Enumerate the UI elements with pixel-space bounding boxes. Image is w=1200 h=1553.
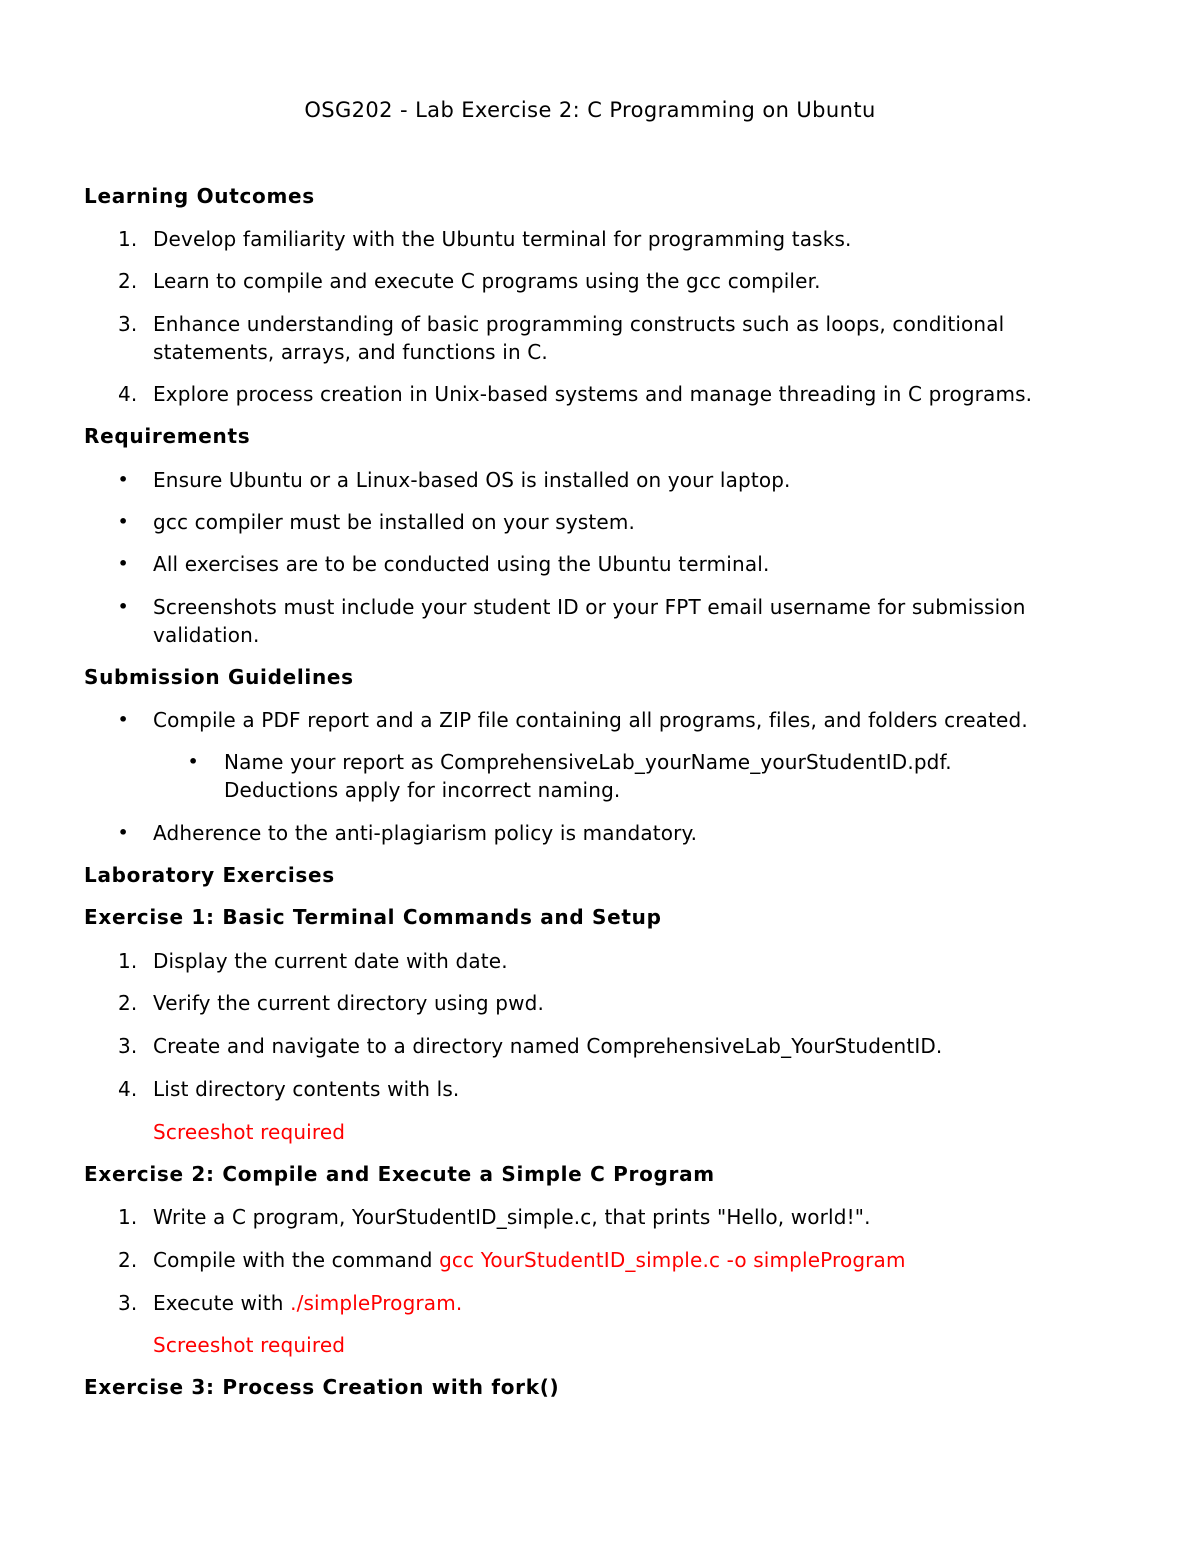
list-item xyxy=(84,706,1124,734)
submission-heading: Submission Guidelines xyxy=(84,665,354,689)
list-item-text: Name your report as ComprehensiveLab_yourName_yourStudentID.pdf. xyxy=(224,750,952,774)
list-item-text: Write a C program, YourStudentID_simple.c, that prints "Hello, world!". xyxy=(153,1205,871,1229)
list-item xyxy=(84,1246,1124,1274)
requirements-section xyxy=(84,422,1124,450)
screenshot-note xyxy=(84,1331,1124,1359)
bullet-icon: • xyxy=(118,512,129,531)
list-number: 1. xyxy=(118,227,138,251)
document-title: OSG202 - Lab Exercise 2: C Programming on Ubuntu xyxy=(304,98,876,122)
list-item-text: Develop familiarity with the Ubuntu terminal for programming tasks. xyxy=(153,227,852,251)
list-item xyxy=(84,947,1124,975)
list-number: 4. xyxy=(118,1077,138,1101)
list-number: 3. xyxy=(118,312,138,336)
bullet-icon: • xyxy=(118,554,129,573)
list-number: 2. xyxy=(118,1248,138,1272)
list-number: 1. xyxy=(118,949,138,973)
bullet-icon: • xyxy=(188,752,199,771)
exercise-1-section xyxy=(84,903,1124,931)
list-item-text: Explore process creation in Unix-based systems and manage threading in C programs. xyxy=(153,382,1033,406)
list-number: 2. xyxy=(118,991,138,1015)
list-item-text: Display the current date with date. xyxy=(153,949,508,973)
list-item-text: Adherence to the anti-plagiarism policy is mandatory. xyxy=(153,821,698,845)
screenshot-note xyxy=(84,1118,1124,1146)
list-number: 2. xyxy=(118,269,138,293)
exercise-2-heading: Exercise 2: Compile and Execute a Simple C Program xyxy=(84,1162,715,1186)
list-number: 3. xyxy=(118,1034,138,1058)
screenshot-required-note: Screeshot required xyxy=(153,1333,346,1357)
list-item xyxy=(84,508,1124,536)
list-item-text: Learn to compile and execute C programs using the gcc compiler. xyxy=(153,269,821,293)
lab-heading: Laboratory Exercises xyxy=(84,863,335,887)
bullet-icon: • xyxy=(118,470,129,489)
submission-section xyxy=(84,663,1124,691)
list-item-text: Deductions apply for incorrect naming. xyxy=(224,778,621,802)
execute-command: ./simpleProgram. xyxy=(290,1291,463,1315)
list-item-text: All exercises are to be conducted using the Ubuntu terminal. xyxy=(153,552,770,576)
list-item-text: Screenshots must include your student ID or your FPT email username for submission xyxy=(153,595,1026,619)
list-item xyxy=(84,1075,1124,1103)
list-item xyxy=(84,225,1124,253)
requirements-heading: Requirements xyxy=(84,424,251,448)
list-item-text: Create and navigate to a directory named ComprehensiveLab_YourStudentID. xyxy=(153,1034,943,1058)
exercise-2-section xyxy=(84,1160,1124,1188)
list-item-text: validation. xyxy=(153,623,260,647)
list-item-text: statements, arrays, and functions in C. xyxy=(153,340,548,364)
list-item-text: Compile a PDF report and a ZIP file containing all programs, files, and folders created. xyxy=(153,708,1028,732)
list-number: 3. xyxy=(118,1291,138,1315)
list-item xyxy=(84,550,1124,578)
list-number: 4. xyxy=(118,382,138,406)
list-item-text: List directory contents with ls. xyxy=(153,1077,460,1101)
bullet-icon: • xyxy=(118,710,129,729)
list-item xyxy=(84,989,1124,1017)
list-item xyxy=(84,593,1124,649)
list-item-text: Verify the current directory using pwd. xyxy=(153,991,544,1015)
list-item xyxy=(84,748,1124,804)
list-item xyxy=(84,1289,1124,1317)
bullet-icon: • xyxy=(118,597,129,616)
list-item xyxy=(84,466,1124,494)
exercise-3-section xyxy=(84,1373,1124,1401)
list-item xyxy=(84,1032,1124,1060)
list-item xyxy=(84,267,1124,295)
compile-command: gcc YourStudentID_simple.c -o simpleProgram xyxy=(439,1248,906,1272)
list-item xyxy=(84,380,1124,408)
list-item-text: gcc compiler must be installed on your system. xyxy=(153,510,635,534)
lab-section xyxy=(84,861,1124,889)
learning-outcomes-section xyxy=(84,182,1124,210)
list-number: 1. xyxy=(118,1205,138,1229)
list-item-text: Ensure Ubuntu or a Linux-based OS is installed on your laptop. xyxy=(153,468,791,492)
list-item xyxy=(84,819,1124,847)
exercise-1-heading: Exercise 1: Basic Terminal Commands and Setup xyxy=(84,905,662,929)
exercise-3-heading: Exercise 3: Process Creation with fork() xyxy=(84,1375,560,1399)
list-item xyxy=(84,310,1124,366)
list-item-text: Execute with xyxy=(153,1291,291,1315)
list-item-text: Compile with the command xyxy=(153,1248,440,1272)
learning-outcomes-heading: Learning Outcomes xyxy=(84,184,315,208)
bullet-icon: • xyxy=(118,823,129,842)
list-item-text: Enhance understanding of basic programming constructs such as loops, conditional xyxy=(153,312,1005,336)
list-item xyxy=(84,1203,1124,1231)
screenshot-required-note: Screeshot required xyxy=(153,1120,346,1144)
